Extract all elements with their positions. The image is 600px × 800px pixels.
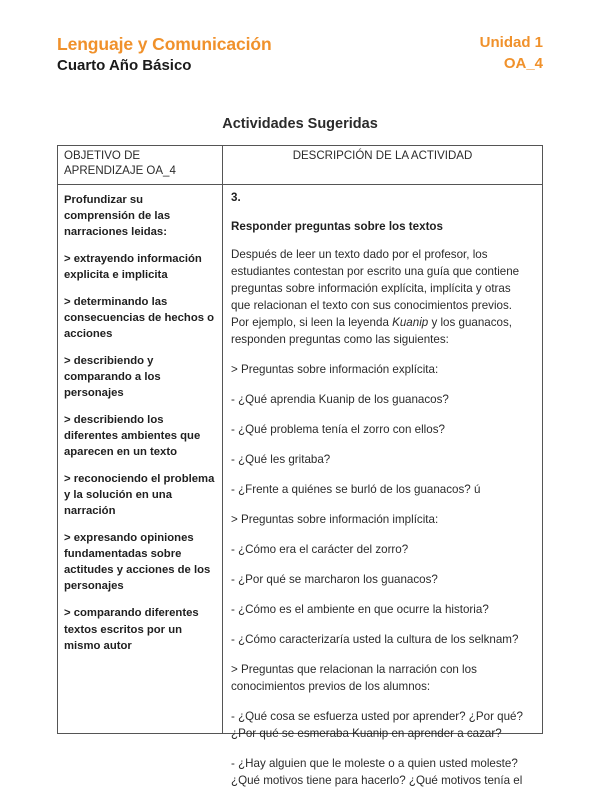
objective-item: > expresando opiniones fundamentadas sobre actitudes y acciones de los personajes xyxy=(64,532,211,593)
objective-item: > extrayendo información explicita e implicita xyxy=(64,252,202,281)
question-item: - ¿Cómo es el ambiente en que ocurre la historia? xyxy=(231,603,489,617)
question-item: - ¿Qué problema tenía el zorro con ellos? xyxy=(231,423,445,437)
objective-cell xyxy=(58,185,223,733)
question-item: - ¿Por qué se marcharon los guanacos? xyxy=(231,573,438,587)
table-header-objective: OBJETIVO DE APRENDIZAJE OA_4 xyxy=(58,146,223,184)
unit-title: Unidad 1 xyxy=(479,34,543,51)
intro-text-before: Después de leer un texto dado por el profesor, los estudiantes contestan por escrito una guía que contiene preguntas sobre información explícita, implícita y otras que relacionan el texto con sus conocimientos previos. Por ejemplo, si leen la leyenda xyxy=(231,247,520,329)
objective-item: > describiendo y comparando a los personajes xyxy=(64,355,161,400)
intro-text-after: y los guanacos, responden preguntas como las siguientes: xyxy=(231,315,513,346)
question-item: - ¿Hay alguien que le moleste o a quien usted moleste? ¿Qué motivos tiene para hacerlo? ¿Qué motivos tenía el xyxy=(231,757,523,788)
objective-item: > reconociendo el problema y la solución en una narración xyxy=(64,473,215,518)
document-header xyxy=(57,33,543,76)
objective-item: > determinando las consecuencias de hechos o acciones xyxy=(64,295,215,341)
subject-title: Lenguaje y Comunicación xyxy=(57,34,272,54)
question-item: - ¿Qué aprendia Kuanip de los guanacos? xyxy=(231,393,449,407)
question-group-label: > Preguntas sobre información implícita: xyxy=(231,513,439,527)
objective-item: > comparando diferentes textos escritos por un mismo autor xyxy=(64,607,199,652)
objective-item: > describiendo los diferentes ambientes que aparecen en un texto xyxy=(64,414,201,459)
question-item: - ¿Qué les gritaba? xyxy=(231,453,331,467)
table-header-row xyxy=(58,146,542,185)
activity-number: 3. xyxy=(231,190,241,204)
question-item: - ¿Frente a quiénes se burló de los guanacos? ú xyxy=(231,483,481,497)
activities-table xyxy=(57,145,543,788)
objective-lead: Profundizar su comprensión de las narraciones leidas: xyxy=(64,193,171,238)
grade-title: Cuarto Año Básico xyxy=(57,57,192,75)
page-title: Actividades Sugeridas xyxy=(222,116,378,132)
question-group-label: > Preguntas que relacionan la narración con los conocimientos previos de los alumnos: xyxy=(231,663,477,694)
activity-intro-paragraph xyxy=(231,246,532,348)
description-cell xyxy=(223,185,542,788)
table-header-description: DESCRIPCIÓN DE LA ACTIVIDAD xyxy=(292,150,473,162)
question-item: - ¿Qué cosa se esfuerza usted por aprender? ¿Por qué? ¿Por qué se esmeraba Kuanip en aprender a cazar? xyxy=(231,710,523,741)
header-right-group xyxy=(480,33,543,74)
activity-heading: Responder preguntas sobre los textos xyxy=(231,219,443,233)
table-body-row xyxy=(58,185,542,788)
story-title-italic: Kuanip xyxy=(392,315,429,329)
header-left-group xyxy=(57,33,272,76)
oa-code: OA_4 xyxy=(503,55,543,73)
question-item: - ¿Cómo caracterizaría usted la cultura de los selknam? xyxy=(231,633,519,647)
question-group-label: > Preguntas sobre información explícita: xyxy=(231,363,439,376)
question-item: - ¿Cómo era el carácter del zorro? xyxy=(231,543,409,557)
